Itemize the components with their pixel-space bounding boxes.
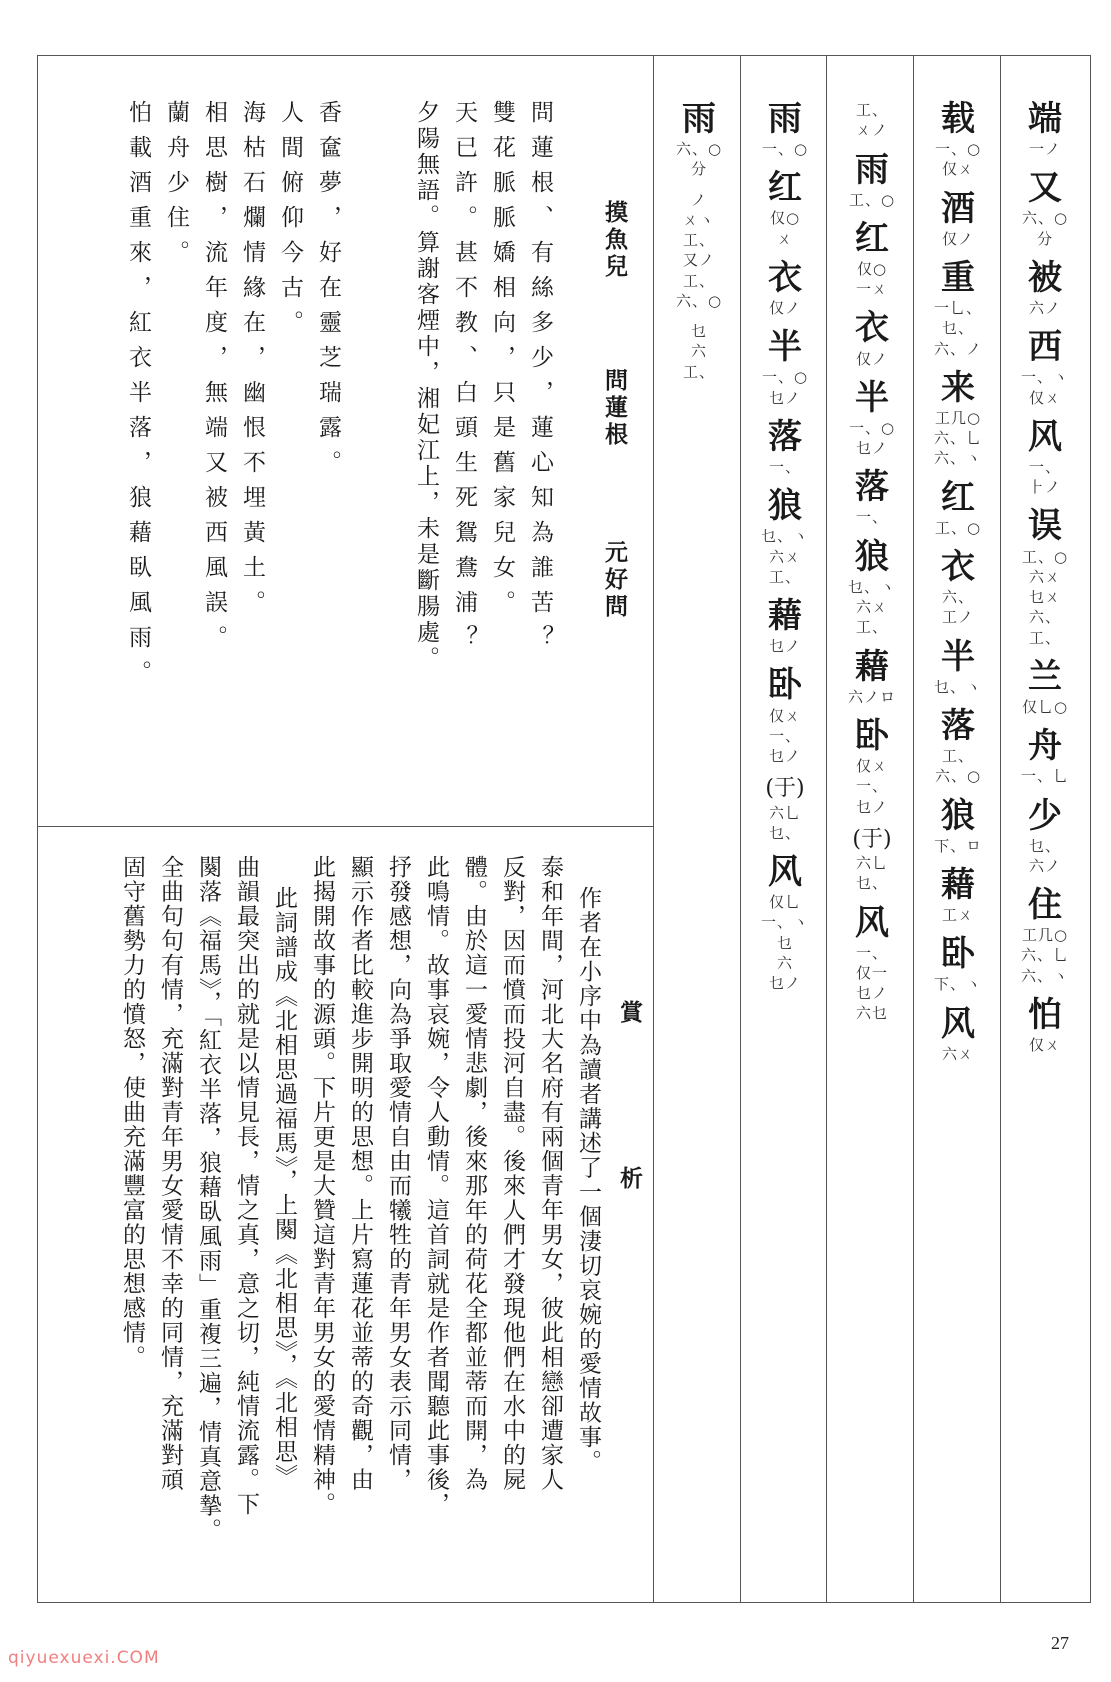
gongche-notation: 一、○ 乜ノ [761,368,809,407]
lyric-char: 雨 [768,99,802,139]
analysis-heading: 賞 析 [616,1000,643,1249]
poem-line: 天已許。甚不教、白頭生死鴛鴦浦？ [451,100,477,660]
lyric-char: 重 [941,257,975,298]
author-name: 元好問 [601,540,628,621]
lyric-char: 红 [768,168,802,209]
gongche-notation: 一、 ⺊ノ [1028,457,1061,497]
analysis-line: 顯示作者比較進步開明的思想。上片寫蓮花並蒂的奇觀，由 [347,855,373,1492]
lyric-char: 住 [1028,885,1062,926]
gongche-notation: 仅ㄨ [1028,1036,1061,1055]
poem-line: 怕載酒重來，紅衣半落，狼藉臥風雨。 [125,100,151,695]
tune-title: 摸魚兒 [601,200,628,281]
page-number: 27 [1051,1633,1069,1653]
gongche-notation: 工ㄨ [941,905,974,924]
lyric-char: 衣 [768,257,802,298]
poem-line: 人間俯仰今古。 [277,100,303,345]
analysis-line: 此揭開故事的源頭。下片更是大贊這對青年男女的愛情精神。 [309,855,335,1517]
lyric-char: 衣 [855,308,889,349]
gongche-notation: 仅ㄨ 一、 乜ノ [855,757,888,816]
lyric-char: 衣 [941,546,975,587]
gongche-notation: 乜、 六ノ [1028,836,1061,875]
lyric-char: 藉 [941,864,975,905]
analysis-line: 此詞譜成《北相思過福馬》，上闋《北相思》，《北相思》 [271,886,297,1489]
lyric-char: 舟 [1028,726,1062,767]
analysis-line: 泰和年間，河北大名府有兩個青年男女，彼此相戀卻遭家人 [537,855,563,1492]
poem-line: 夕陽無語。算謝客煙中，湘妃江上，未是斷腸處。 [413,100,439,672]
lyric-char: 落 [941,705,975,746]
gongche-notation: 六乚 乜、 [855,854,888,893]
gongche-notation: 六、○ 分 [1021,209,1069,248]
gongche-notation: 六ノロ [847,687,896,706]
notation-column-2 [917,100,999,1074]
gongche-notation: 仅ノ [941,229,974,248]
lyric-char: 红 [855,218,889,259]
lyric-char: 半 [768,327,802,368]
lyric-char: 被 [1028,257,1062,298]
gongche-notation: 仅○ 一ㄨ [855,259,888,299]
lyric-char: 狼 [941,795,975,836]
gongche-notation: 仅ノ [855,349,888,368]
gongche-notation: 仅乚 一、ヽ 乜 六 乜ノ [760,893,809,993]
lyric-char: 误 [1028,506,1062,547]
gongche-notation: 乜、ヽ 六ㄨ 工、 [760,527,809,586]
lyric-char: 半 [855,377,889,418]
analysis-line: 此鳴情。故事哀婉，令人動情。這首詞就是作者聞聽此事後， [423,855,449,1517]
gongche-notation: 乜、ヽ 六ㄨ 工、 [847,577,896,637]
analysis-line: 固守舊勢力的憤怒，使曲充滿豐富的思想感情。 [119,855,145,1370]
section-divider [37,826,653,827]
lyric-char: 雨 [855,149,889,190]
analysis-line: 全曲句句有情，充滿對青年男女愛情不幸的同情，充滿對頑 [157,855,183,1492]
analysis-line: 作者在小序中為讀者講述了一個淒切哀婉的愛情故事。 [575,886,601,1474]
gongche-notation: 下、ㅁ [934,836,982,855]
gongche-notation: 一ノ [1028,140,1061,159]
lyric-char: 风 [768,852,802,893]
lyric-char: 藉 [855,646,889,687]
gongche-notation: 一、○ 乜ノ [848,418,896,458]
lyric-char: 狼 [768,486,802,527]
gongche-notation: 仅ノ [768,299,801,318]
lyric-char: 载 [941,99,975,139]
gongche-notation: 乜 六 工、 [682,322,715,381]
poem-line: 問蓮根、有絲多少，蓮心知為誰苦？ [527,100,553,660]
analysis-line: 反對，因而憤而投河自盡。後來人們才發現他們在水中的屍 [499,855,525,1492]
gongche-notation: 六乚 乜、 [768,803,801,842]
lyric-char: 风 [941,1003,975,1044]
poem-line: 雙花脈脈嬌相向，只是舊家兒女。 [489,100,515,625]
lyric-char: 风 [855,902,889,943]
gongche-notation: 工、○ 六ㄨ 乜ㄨ 六、 工、 [1021,547,1069,647]
analysis-line: 體。由於這一愛情悲劇，後來那年的荷花全都並蒂而開，為 [461,855,487,1492]
column-divider [913,55,914,1603]
analysis-line: 抒發感想，向為爭取愛情自由而犧牲的青年男女表示同情， [385,855,411,1492]
lyric-char: 落 [768,416,802,457]
gongche-notation: 一、 [855,508,888,527]
gongche-notation: 六ノ [1028,299,1061,318]
lyric-char: 半 [941,636,975,677]
gongche-notation: 一乚、 乜、 六、ノ [933,299,982,358]
notation-column-4 [744,100,826,1003]
analysis-line: 闋落《福馬》，「紅衣半落，狼藉臥風雨」重複三遍，情真意摯。 [195,855,221,1543]
gongche-notation: 一、○ 仅ㄨ [934,140,982,179]
gongche-notation: 工、○ [934,518,982,537]
notation-column-3 [831,100,913,1034]
gongche-notation: 下、ヽ [933,975,982,994]
poem-line: 海枯石爛情緣在，幽恨不埋黃土。 [239,100,265,625]
lyric-char: 端 [1028,99,1062,139]
notation-column-1 [1004,100,1086,1065]
gongche-notation: 六ㄨ [941,1044,974,1063]
gongche-notation: 一、 仅一 乜ノ 六乜 [855,943,888,1023]
gongche-notation: ノ ㄨヽ 工、 又ノ 工、 六、○ [675,190,723,310]
gongche-notation: 工几○ 六、乚 六、ヽ [933,408,982,468]
gongche-notation: 一、 [768,457,801,476]
gongche-notation: 工、 六、○ [934,747,982,786]
column-divider [740,55,741,1603]
notation-column-5 [658,100,740,392]
lyric-char: 狼 [855,536,889,577]
lyric-char: 又 [1028,168,1062,209]
poem-subtitle: 問蓮根 [601,368,628,449]
lyric-char: 卧 [941,934,975,975]
gongche-notation: 仅○ ㄨ [769,209,801,248]
watermark: qiyuexuexi.COM [8,1648,160,1668]
lyric-char: (于) [852,826,892,852]
lyric-char: 卧 [768,665,802,706]
lyric-char: 怕 [1028,994,1062,1035]
lyric-char: 落 [855,467,889,508]
lyric-char: 少 [1028,795,1062,836]
lyric-char: 风 [1028,416,1062,457]
gongche-notation: 工、 ㄨノ [855,101,888,140]
gongche-notation: 六、○ 分 [675,140,723,179]
lyric-char: 雨 [682,99,716,139]
poem-line: 相思樹，流年度，無端又被西風誤。 [201,100,227,660]
gongche-notation: 仅乚○ [1021,697,1069,716]
analysis-line: 曲韻最突出的就是以情見長，情之真，意之切，純情流露。下 [233,855,259,1517]
lyric-char: 藉 [768,596,802,637]
gongche-notation: 仅ㄨ 一、 乜ノ [768,706,801,765]
gongche-notation: 六、 工ノ [941,588,974,627]
lyric-char: 来 [941,367,975,408]
lyric-char: 兰 [1028,656,1062,697]
column-divider [826,55,827,1603]
gongche-notation: 工几○ 六、乚 六、ヽ [1020,926,1069,985]
lyric-char: 卧 [855,715,889,756]
lyric-char: (于) [765,776,805,802]
gongche-notation: 一、ヽ 仅ㄨ [1020,368,1069,407]
lyric-char: 酒 [941,188,975,229]
gongche-notation: 乜、ヽ [933,677,982,696]
poem-line: 香奩夢，好在靈芝瑞露。 [315,100,341,485]
column-divider [653,55,654,1603]
poem-line: 蘭舟少住。 [163,100,189,275]
column-divider [1000,55,1001,1603]
gongche-notation: 一、乚 [1020,767,1069,786]
gongche-notation: 乜ノ [768,637,801,656]
gongche-notation: 工、○ [848,190,896,209]
gongche-notation: 一、○ [761,140,809,159]
lyric-char: 西 [1028,327,1062,368]
lyric-char: 红 [941,477,975,518]
